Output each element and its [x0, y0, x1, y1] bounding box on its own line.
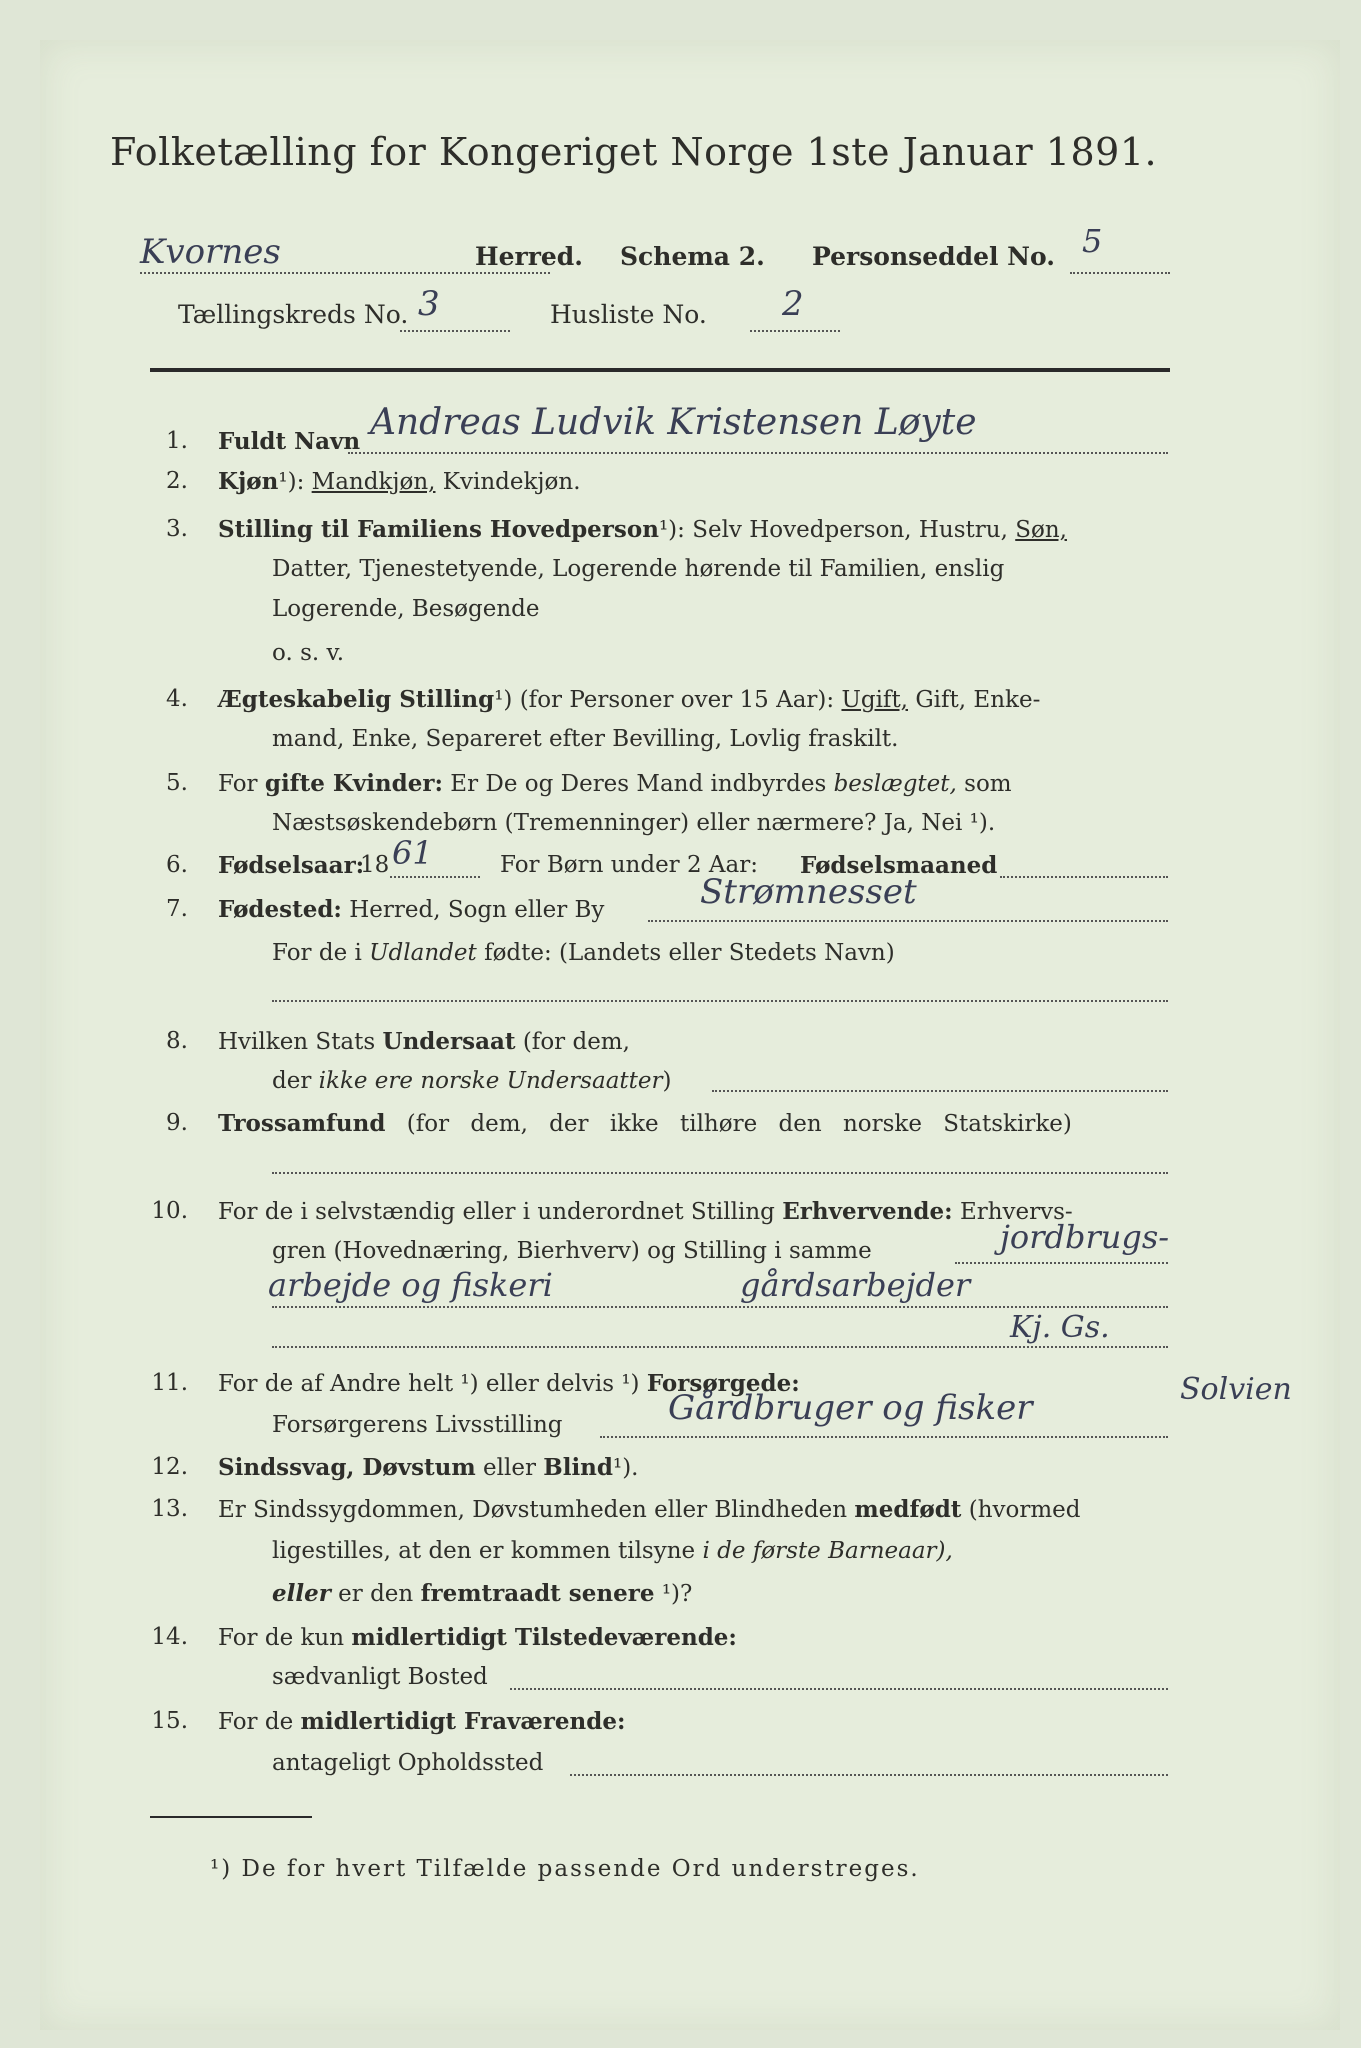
- personseddel-label: Personseddel No.: [812, 242, 1055, 271]
- citizenship-field: Hvilken Stats Undersaat (for dem,: [218, 1028, 630, 1055]
- footnote: ¹) De for hvert Tilfælde passende Ord understreges.: [210, 1856, 920, 1882]
- birth-year-value: 61: [392, 834, 433, 872]
- occupation-value-1: jordbrugs-: [1000, 1218, 1170, 1256]
- supported-field: For de af Andre helt ¹) eller delvis ¹) Forsørgede:: [218, 1370, 800, 1397]
- birth-month-label: Fødselsmaaned: [800, 852, 998, 879]
- congenital-field: Er Sindssygdommen, Døvstumheden eller Blindheden medfødt (hvormed: [218, 1496, 1081, 1523]
- form-title: Folketælling for Kongeriget Norge 1ste Januar 1891.: [110, 130, 1158, 174]
- occupation-value-3: gårdsarbejder: [740, 1266, 971, 1304]
- marital-status-field: Ægteskabelig Stilling¹) (for Personer over 15 Aar): Ugift, Gift, Enke-: [218, 686, 1041, 713]
- provider-occupation-value-2: Solvien: [1180, 1372, 1292, 1407]
- header-rule: [150, 368, 1170, 372]
- husliste-value: 2: [782, 284, 804, 324]
- birthplace-field: Fødested: Herred, Sogn eller By: [218, 896, 605, 923]
- footnote-rule: [150, 1816, 312, 1818]
- married-women-field: For gifte Kvinder: Er De og Deres Mand indbyrdes beslægtet, som: [218, 770, 1012, 797]
- schema-label: Schema 2.: [620, 242, 765, 271]
- birthplace-value: Strømnesset: [700, 872, 917, 912]
- birth-year-label: Fødselsaar:: [218, 852, 365, 879]
- name-value: Andreas Ludvik Kristensen Løyte: [370, 402, 977, 443]
- occupation-value-2: arbejde og fiskeri: [268, 1266, 553, 1304]
- religion-field: Trossamfund (for dem, der ikke tilhøre den norske Statskirke): [218, 1110, 1072, 1137]
- family-position-field: Stilling til Familiens Hovedperson¹): Selv Hovedperson, Hustru, Søn,: [218, 516, 1067, 543]
- occupation-field: For de i selvstændig eller i underordnet Stilling Erhvervende: Erhvervs-: [218, 1198, 1073, 1225]
- personseddel-value: 5: [1082, 222, 1103, 260]
- temporary-absent-field: For de midlertidigt Fraværende:: [218, 1708, 626, 1735]
- provider-occupation-value: Gårdbruger og fisker: [668, 1388, 1033, 1428]
- sex-field: Kjøn¹): Mandkjøn, Kvindekjøn.: [218, 468, 581, 495]
- husliste-label: Husliste No.: [550, 300, 707, 329]
- herred-label: Herred.: [475, 242, 583, 271]
- name-label: Fuldt Navn: [218, 428, 361, 455]
- kreds-label: Tællingskreds No.: [178, 300, 409, 329]
- kreds-value: 3: [418, 284, 440, 324]
- disability-field: Sindssvag, Døvstum eller Blind¹).: [218, 1454, 639, 1481]
- temporary-present-field: For de kun midlertidigt Tilstedeværende:: [218, 1624, 737, 1651]
- occupation-value-4: Kj. Gs.: [1010, 1310, 1110, 1345]
- herred-value: Kvornes: [140, 232, 281, 272]
